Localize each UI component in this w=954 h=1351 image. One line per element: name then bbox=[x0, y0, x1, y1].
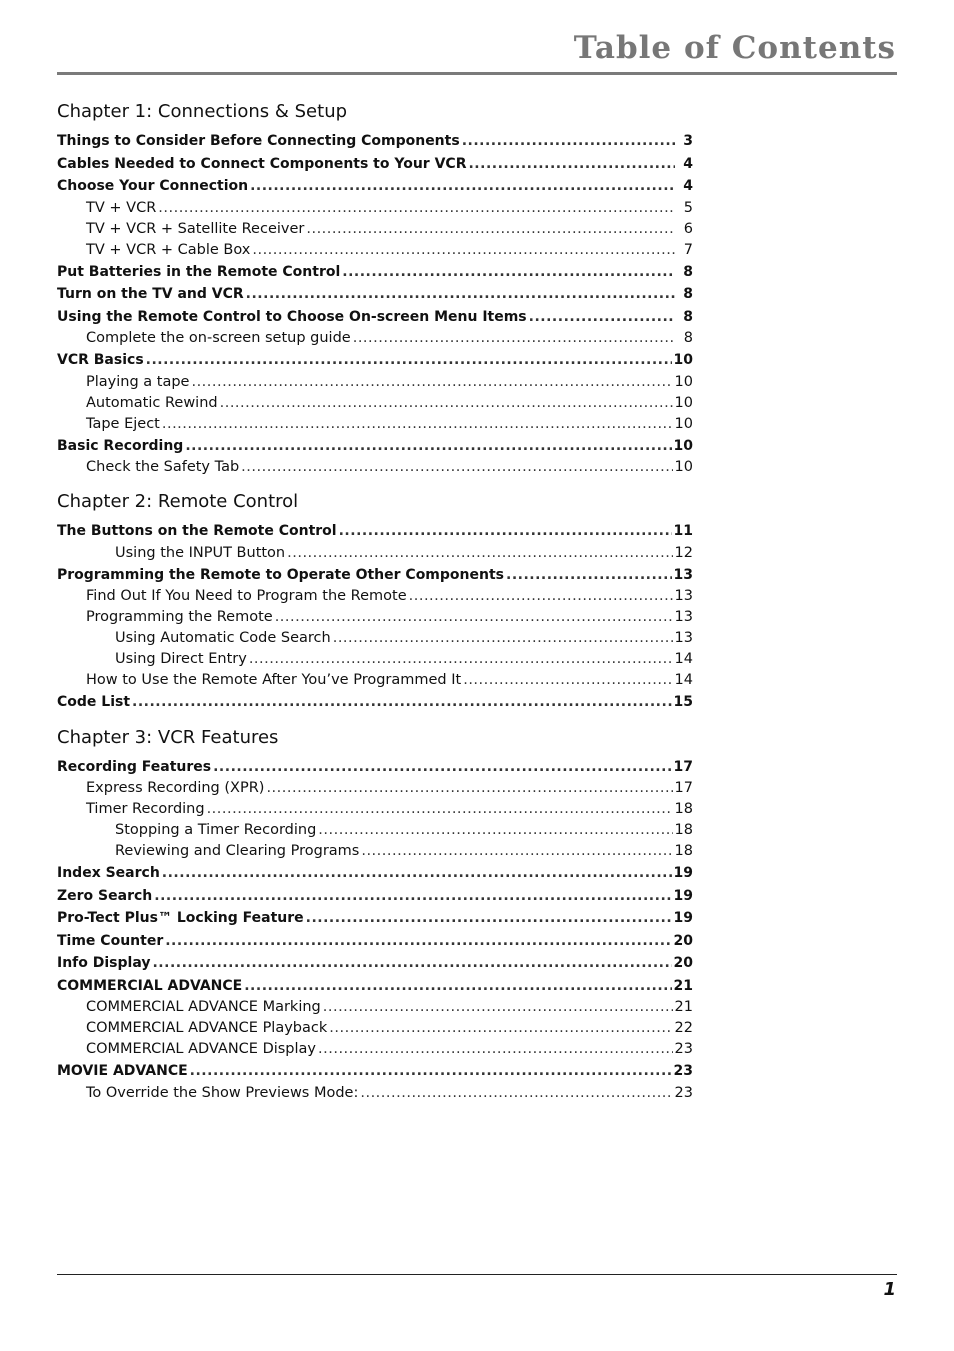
toc-entry[interactable] bbox=[57, 607, 693, 628]
page-number: 1 bbox=[883, 1279, 896, 1300]
toc-entry-page: 21 bbox=[673, 977, 693, 994]
toc-entry-title: VCR Basics bbox=[57, 352, 144, 368]
toc-entry[interactable] bbox=[57, 520, 693, 543]
toc-entry-title: Zero Search bbox=[57, 887, 153, 904]
toc-entry-title: Timer Recording bbox=[86, 801, 205, 817]
dot-leader bbox=[318, 1039, 673, 1060]
dot-leader bbox=[275, 607, 673, 628]
dot-leader bbox=[213, 756, 671, 779]
toc-entry[interactable] bbox=[57, 393, 693, 414]
toc-entry-title: Stopping a Timer Recording bbox=[115, 822, 317, 838]
toc-entry-page: 23 bbox=[673, 1063, 693, 1079]
toc-entry-page: 17 bbox=[673, 758, 693, 775]
dot-leader bbox=[409, 586, 673, 607]
toc-entry-page: 15 bbox=[673, 694, 693, 710]
dot-leader bbox=[132, 691, 671, 714]
toc-entry-page: 8 bbox=[683, 286, 693, 302]
toc-entry-title: Find Out If You Need to Program the Remote bbox=[86, 588, 407, 604]
toc-entry[interactable] bbox=[57, 1083, 693, 1104]
toc-entry-page: 10 bbox=[674, 394, 693, 411]
toc-entry[interactable] bbox=[57, 240, 693, 261]
toc-entry[interactable] bbox=[57, 820, 693, 841]
dot-leader bbox=[220, 393, 673, 414]
toc-entry-title: TV + VCR + Satellite Receiver bbox=[86, 220, 305, 237]
toc-entry-title: Reviewing and Clearing Programs bbox=[115, 843, 360, 859]
toc-entry[interactable] bbox=[57, 543, 693, 564]
toc-entry-title: Pro-Tect Plus™ Locking Feature bbox=[57, 910, 304, 926]
dot-leader bbox=[207, 799, 673, 820]
dot-leader bbox=[249, 649, 673, 670]
toc-entry-title: Check the Safety Tab bbox=[86, 459, 240, 475]
dot-leader bbox=[252, 240, 675, 261]
toc-entry-page: 13 bbox=[674, 609, 693, 625]
toc-entry-title: Complete the on-screen setup guide bbox=[86, 330, 351, 346]
toc-entry-title: Time Counter bbox=[57, 932, 164, 949]
toc-entry[interactable] bbox=[57, 414, 693, 435]
dot-leader bbox=[323, 997, 673, 1018]
toc-entry-title: Cables Needed to Connect Components to Your VCR bbox=[57, 155, 467, 172]
toc-entry-page: 10 bbox=[674, 373, 693, 390]
toc-entry-page: 10 bbox=[674, 415, 693, 432]
toc-entry[interactable] bbox=[57, 799, 693, 820]
toc-entry-title: To Override the Show Previews Mode: bbox=[86, 1084, 359, 1101]
toc-entry-title: Using Direct Entry bbox=[115, 651, 247, 667]
toc-entry[interactable] bbox=[57, 153, 693, 176]
dot-leader bbox=[185, 435, 671, 458]
toc-entry-title: Programming the Remote to Operate Other Components bbox=[57, 566, 504, 583]
dot-leader bbox=[506, 564, 672, 587]
dot-leader bbox=[241, 457, 672, 478]
toc-entry-page: 18 bbox=[674, 822, 693, 838]
toc-entry-page: 4 bbox=[683, 178, 693, 194]
toc-entry-page: 22 bbox=[674, 1020, 693, 1036]
dot-leader bbox=[342, 261, 675, 284]
dot-leader bbox=[306, 219, 675, 240]
chapter-heading: Chapter 2: Remote Control bbox=[57, 491, 299, 512]
toc-entry[interactable] bbox=[57, 175, 693, 198]
toc-entry-page: 3 bbox=[683, 133, 693, 149]
dot-leader bbox=[250, 175, 675, 198]
toc-entry[interactable] bbox=[57, 670, 693, 691]
toc-entry-page: 23 bbox=[674, 1041, 693, 1057]
toc-entry-title: COMMERCIAL ADVANCE Marking bbox=[86, 999, 321, 1015]
dot-leader bbox=[246, 283, 675, 306]
toc-entry[interactable] bbox=[57, 691, 693, 714]
toc-entry[interactable] bbox=[57, 756, 693, 779]
dot-leader bbox=[162, 862, 672, 885]
toc-entry-page: 19 bbox=[673, 887, 693, 904]
dot-leader bbox=[361, 841, 672, 862]
toc-entry-title: Choose Your Connection bbox=[57, 178, 249, 194]
footer-divider bbox=[57, 1274, 897, 1275]
toc-entry[interactable] bbox=[57, 778, 693, 799]
toc-entry-page: 5 bbox=[683, 199, 693, 216]
toc-entry[interactable] bbox=[57, 1060, 693, 1083]
dot-leader bbox=[154, 885, 671, 908]
toc-entry-title: Code List bbox=[57, 694, 131, 710]
dot-leader bbox=[463, 670, 672, 691]
toc-entry-title: How to Use the Remote After You’ve Programmed It bbox=[86, 672, 462, 688]
toc-entry-page: 8 bbox=[683, 308, 693, 325]
toc-entry-page: 18 bbox=[674, 843, 693, 859]
toc-entry[interactable] bbox=[57, 457, 693, 478]
toc-entry[interactable] bbox=[57, 975, 693, 998]
toc-entry-page: 23 bbox=[674, 1084, 693, 1101]
chapter-heading: Chapter 3: VCR Features bbox=[57, 726, 279, 748]
dot-leader bbox=[244, 975, 671, 998]
toc-entry-page: 18 bbox=[674, 801, 693, 817]
toc-entry-title: MOVIE ADVANCE bbox=[57, 1063, 188, 1079]
toc-entry-title: Index Search bbox=[57, 865, 160, 881]
toc-entry-title: Programming the Remote bbox=[86, 609, 273, 625]
toc-entry-page: 14 bbox=[674, 651, 693, 667]
dot-leader bbox=[190, 1060, 672, 1083]
toc-entry-page: 21 bbox=[674, 999, 693, 1015]
toc-entry[interactable] bbox=[57, 261, 693, 284]
toc-entry[interactable] bbox=[57, 952, 693, 975]
chapter-entry-list bbox=[57, 756, 693, 1104]
dot-leader bbox=[146, 349, 672, 372]
toc-entry-page: 20 bbox=[673, 955, 693, 971]
toc-entry[interactable] bbox=[57, 564, 693, 587]
toc-entry[interactable] bbox=[57, 841, 693, 862]
dot-leader bbox=[162, 414, 673, 435]
toc-entry-page: 10 bbox=[673, 352, 693, 368]
toc-entry-page: 13 bbox=[673, 566, 693, 583]
toc-entry[interactable] bbox=[57, 349, 693, 372]
toc-entry-page: 13 bbox=[674, 630, 693, 646]
toc-entry[interactable] bbox=[57, 628, 693, 649]
dot-leader bbox=[353, 328, 675, 349]
page-title: Table of Contents bbox=[573, 30, 896, 66]
toc-entry-page: 10 bbox=[674, 459, 693, 475]
dot-leader bbox=[339, 520, 672, 543]
toc-entry-title: Using the INPUT Button bbox=[115, 544, 286, 561]
toc-entry[interactable] bbox=[57, 649, 693, 670]
chapter-heading: Chapter 1: Connections & Setup bbox=[57, 101, 348, 122]
dot-leader bbox=[306, 907, 672, 930]
dot-leader bbox=[360, 1083, 672, 1104]
toc-entry-title: Playing a tape bbox=[86, 373, 190, 390]
toc-entry-page: 19 bbox=[673, 865, 693, 881]
toc-entry[interactable] bbox=[57, 1039, 693, 1060]
table-of-contents bbox=[57, 96, 693, 1112]
toc-entry[interactable] bbox=[57, 907, 693, 930]
toc-entry[interactable] bbox=[57, 306, 693, 329]
toc-entry[interactable] bbox=[57, 1018, 693, 1039]
dot-leader bbox=[333, 628, 673, 649]
toc-entry-page: 4 bbox=[683, 155, 693, 172]
dot-leader bbox=[191, 372, 672, 393]
toc-entry[interactable] bbox=[57, 130, 693, 153]
toc-entry-page: 11 bbox=[673, 523, 693, 539]
toc-entry[interactable] bbox=[57, 885, 693, 908]
dot-leader bbox=[329, 1018, 672, 1039]
toc-entry-page: 19 bbox=[673, 910, 693, 926]
toc-entry-title: COMMERCIAL ADVANCE Playback bbox=[86, 1020, 328, 1036]
toc-entry-title: Turn on the TV and VCR bbox=[57, 286, 244, 302]
toc-entry-title: TV + VCR + Cable Box bbox=[86, 241, 251, 258]
toc-entry-title: Using the Remote Control to Choose On-screen Menu Items bbox=[57, 308, 527, 325]
toc-entry-title: Info Display bbox=[57, 955, 151, 971]
toc-entry[interactable] bbox=[57, 435, 693, 458]
toc-entry[interactable] bbox=[57, 219, 693, 240]
toc-entry-page: 20 bbox=[673, 932, 693, 949]
dot-leader bbox=[462, 130, 675, 153]
dot-leader bbox=[158, 198, 675, 219]
toc-entry-title: Automatic Rewind bbox=[86, 394, 218, 411]
toc-entry-page: 8 bbox=[683, 330, 693, 346]
toc-entry-title: Things to Consider Before Connecting Components bbox=[57, 133, 460, 149]
dot-leader bbox=[165, 930, 671, 953]
header-divider bbox=[57, 72, 897, 75]
toc-entry-title: Recording Features bbox=[57, 758, 212, 775]
toc-entry-title: Using Automatic Code Search bbox=[115, 630, 331, 646]
toc-entry-page: 12 bbox=[674, 544, 693, 561]
toc-entry-title: Express Recording (XPR) bbox=[86, 780, 265, 796]
toc-entry-title: The Buttons on the Remote Control bbox=[57, 523, 337, 539]
toc-entry[interactable] bbox=[57, 328, 693, 349]
toc-entry-page: 6 bbox=[683, 220, 693, 237]
toc-entry-title: Put Batteries in the Remote Control bbox=[57, 263, 341, 280]
toc-entry[interactable] bbox=[57, 198, 693, 219]
toc-entry[interactable] bbox=[57, 862, 693, 885]
toc-entry-title: COMMERCIAL ADVANCE Display bbox=[86, 1041, 317, 1057]
dot-leader bbox=[468, 153, 675, 176]
dot-leader bbox=[287, 543, 672, 564]
dot-leader bbox=[266, 778, 672, 799]
toc-entry-page: 10 bbox=[673, 437, 693, 454]
toc-entry-page: 17 bbox=[674, 780, 693, 796]
toc-entry-page: 13 bbox=[674, 588, 693, 604]
toc-entry[interactable] bbox=[57, 283, 693, 306]
chapter-entry-list bbox=[57, 130, 693, 478]
toc-entry-page: 8 bbox=[683, 263, 693, 280]
toc-entry-page: 7 bbox=[683, 241, 693, 258]
toc-entry-page: 14 bbox=[674, 672, 693, 688]
toc-entry-title: COMMERCIAL ADVANCE bbox=[57, 977, 243, 994]
dot-leader bbox=[152, 952, 671, 975]
toc-entry[interactable] bbox=[57, 586, 693, 607]
toc-entry[interactable] bbox=[57, 930, 693, 953]
toc-entry[interactable] bbox=[57, 372, 693, 393]
dot-leader bbox=[318, 820, 672, 841]
toc-entry-title: TV + VCR bbox=[86, 199, 157, 216]
toc-entry-title: Tape Eject bbox=[86, 415, 160, 432]
toc-entry-title: Basic Recording bbox=[57, 437, 184, 454]
dot-leader bbox=[529, 306, 675, 329]
chapter-entry-list bbox=[57, 520, 693, 714]
toc-entry[interactable] bbox=[57, 997, 693, 1018]
